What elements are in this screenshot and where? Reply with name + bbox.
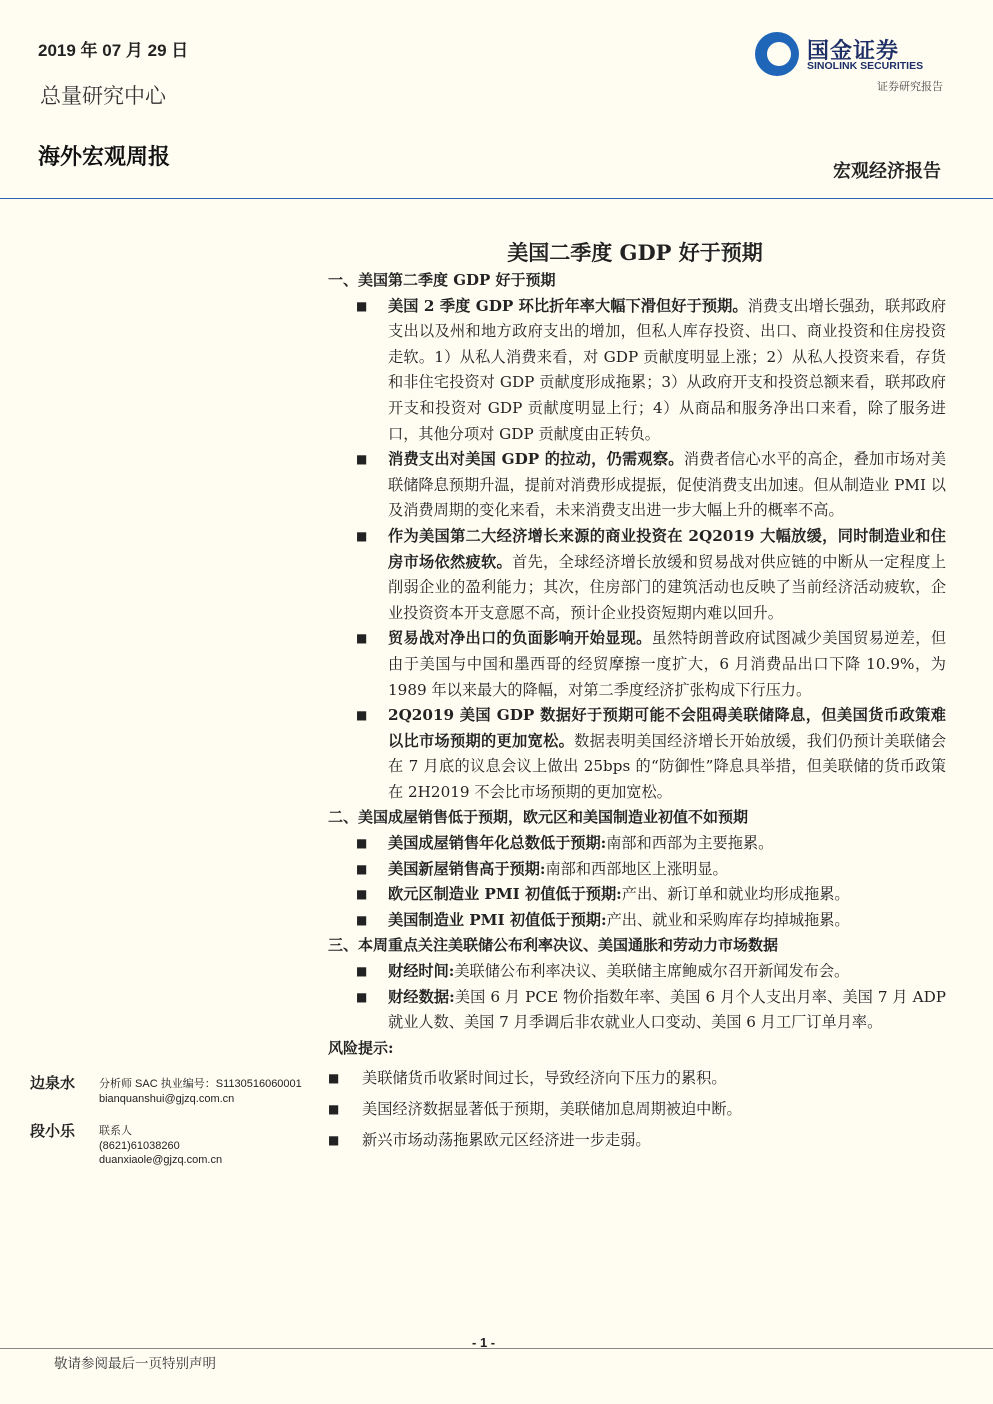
square-bullet-icon: ■ [356,861,368,876]
square-bullet-icon: ■ [356,708,368,723]
bullet-item: ■ 贸易战对净出口的负面影响开始显现。虽然特朗普政府试图减少美国贸易逆差，但由于美国与中国和墨西哥的经贸摩擦一度扩大，6 月消费品出口下降 10.9%，为 1989 年以来最大的降幅，对第二季度经济扩张构成下行压力。 [328,626,946,703]
disclaimer-note: 敬请参阅最后一页特别声明 [54,1356,216,1372]
page-number: - 1 - [472,1335,496,1350]
bullet-item: ■ 作为美国第二大经济增长来源的商业投资在 2Q2019 大幅放缓，同时制造业和住房市场依然疲软。首先，全球经济增长放缓和贸易战对供应链的中断从一定程度上削弱企业的盈利能力；其次，住房部门的建筑活动也反映了当前经济活动疲软，企业投资资本开支意愿不高，预计企业投资短期内难以回升。 [328,524,946,626]
square-bullet-icon: ■ [356,631,368,646]
analyst-info: 分析师 SAC 执业编号：S1130516060001 bianquanshui@gjzq.com.cn [99,1078,302,1105]
section-heading: 一、美国第二季度 GDP 好于预期 [328,271,556,289]
bullet-item: ■ 美国成屋销售年化总数低于预期:南部和西部为主要拖累。 [328,831,946,857]
bullet-item: ■ 2Q2019 美国 GDP 数据好于预期可能不会阻碍美联储降息，但美国货币政策难以比市场预期的更加宽松。数据表明美国经济增长开始放缓，我们仍预计美联储会在 7 月底的议息会议上做出 25bps 的“防御性”降息具举措，但美联储的货币政策在 2H2019 不会比市场预期的更加宽松。 [328,703,946,805]
report-category: 宏观经济报告 [833,161,941,182]
report-date: 2019 年 07 月 29 日 [38,41,189,60]
bullet-item: ■ 欧元区制造业 PMI 初值低于预期:产出、新订单和就业均形成拖累。 [328,882,946,908]
analyst-name: 边泉水 [30,1074,76,1092]
bullet-item: ■ 消费支出对美国 GDP 的拉动，仍需观察。消费者信心水平的高企，叠加市场对美联储降息预期升温，提前对消费形成提振，促使消费支出加速。但从制造业 PMI 以及消费周期的变化来看，未来消费支出进一步大幅上升的概率不高。 [328,447,946,524]
square-bullet-icon: ■ [328,1071,340,1086]
risk-item: ■ 新兴市场动荡拖累欧元区经济进一步走弱。 [328,1128,946,1154]
square-bullet-icon: ■ [356,298,368,313]
square-bullet-icon: ■ [356,912,368,927]
bullet-item: ■ 财经时间:美联储公布利率决议、美联储主席鲍威尔召开新闻发布会。 [328,959,946,985]
logo-subtitle: 证券研究报告 [877,80,943,93]
report-title: 美国二季度 GDP 好于预期 [507,240,763,265]
square-bullet-icon: ■ [328,1102,340,1116]
header-divider [0,198,993,199]
analyst-info: 联系人 (8621)61038260 duanxiaole@gjzq.com.cn [99,1125,223,1166]
section-heading: 二、美国成屋销售低于预期，欧元区和美国制造业初值不如预期 [328,808,749,827]
company-logo [755,30,945,80]
section-heading: 三、本周重点关注美联储公布利率决议、美国通胀和劳动力市场数据 [328,936,779,955]
square-bullet-icon: ■ [356,528,368,543]
square-bullet-icon: ■ [356,887,368,902]
bullet-item: ■ 美国新屋销售高于预期:南部和西部地区上涨明显。 [328,857,946,883]
square-bullet-icon: ■ [356,964,368,979]
bullet-item: ■ 美国制造业 PMI 初值低于预期:产出、就业和采购库存均掉城拖累。 [328,908,946,934]
bullet-item: ■ 美国 2 季度 GDP 环比折年率大幅下滑但好于预期。消费支出增长强劲，联邦政府支出以及州和地方政府支出的增加，但私人库存投资、出口、商业投资和住房投资走软。1）从私人消费来看，对 GDP 贡献度明显上涨；2）从私人投资来看，存货和非住宅投资对 GDP 贡献度形成拖累；3）从政府开支和投资总额来看，联邦政府开支和投资对 GDP 贡献度明显上行；4）从商品和服务净出口来看，除了服务进口，其他分项对 GDP 贡献度由正转负。 [328,294,946,448]
bullet-item: ■ 财经数据:美国 6 月 PCE 物价指数年率、美国 6 月个人支出月率、美国 7 月 ADP 就业人数、美国 7 月季调后非农就业人口变动、美国 6 月工厂订单月率。 [328,985,946,1036]
square-bullet-icon: ■ [356,452,368,467]
risk-item: ■ 美国经济数据显著低于预期，美联储加息周期被迫中断。 [328,1097,946,1123]
square-bullet-icon: ■ [356,989,368,1004]
risk-heading: 风险提示: [328,1038,394,1057]
footer-divider [0,1348,993,1349]
report-body [328,268,946,1153]
logo-mark-icon [755,32,799,76]
risk-item: ■ 美联储货币收紧时间过长，导致经济向下压力的累积。 [328,1066,946,1092]
square-bullet-icon: ■ [356,836,368,851]
department-name: 总量研究中心 [40,84,166,108]
logo-text-cn: 国金证券 [807,38,900,64]
square-bullet-icon: ■ [328,1132,340,1147]
analyst-name: 段小乐 [30,1122,76,1140]
logo-text-en: SINOLINK SECURITIES [807,60,924,72]
report-series: 海外宏观周报 [38,144,171,170]
